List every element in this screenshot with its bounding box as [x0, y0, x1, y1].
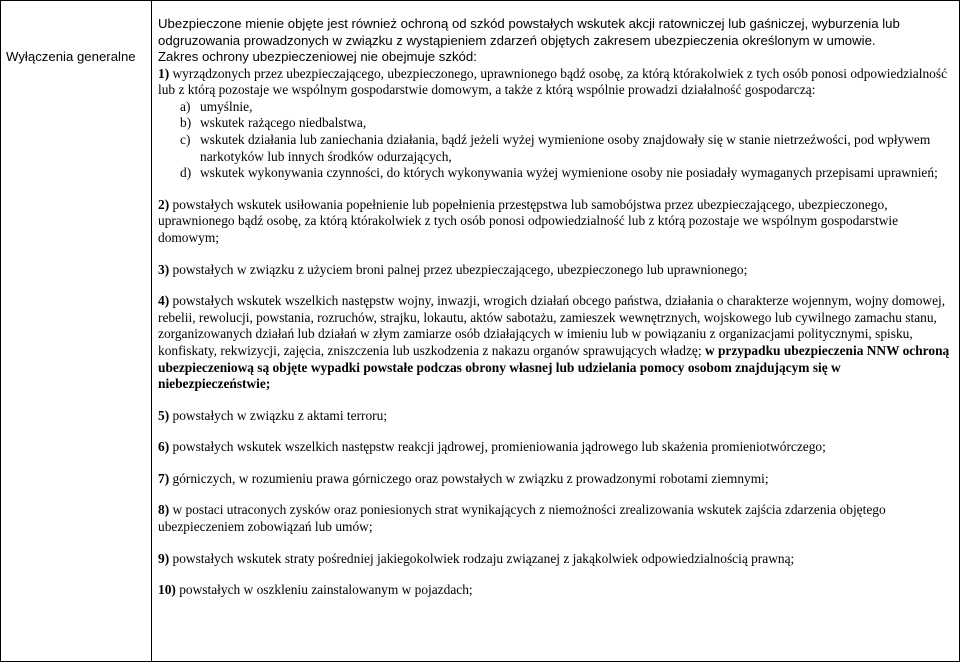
sub-item — [158, 115, 954, 132]
item-number: 9) — [158, 550, 170, 566]
sub-text: wskutek działania lub zaniechania działania, bądź jeżeli wyżej wymienione osoby znajdowały się w stanie nietrzeźwości, pod wpływem narkotyków lub innych środków odurzających, — [200, 131, 931, 164]
list-item — [158, 582, 954, 599]
sub-letter: a) — [180, 98, 191, 114]
item-number: 4) — [158, 293, 170, 309]
item-number: 1) — [158, 65, 170, 81]
sub-text: umyślnie, — [200, 98, 253, 114]
item-text: wyrządzonych przez ubezpieczającego, ubezpieczonego, uprawnionego bądź osobę, za którą którakolwiek z tych osób ponosi odpowiedzialność lub z którą pozostaje we wspólnym gospodarstwie domowym, a także z którą wspólnie prowadzi działalność gospodarczą: — [158, 65, 948, 98]
item-number: 5) — [158, 407, 170, 423]
item-number: 8) — [158, 502, 170, 518]
list-item — [158, 551, 954, 568]
sub-item — [158, 132, 954, 165]
exclusions-label: Wyłączenia generalne — [6, 49, 136, 64]
item-number: 6) — [158, 439, 170, 455]
item-text: górniczych, w rozumieniu prawa górniczego oraz powstałych w związku z prowadzonymi robotami ziemnymi; — [172, 470, 769, 486]
sub-letter: d) — [180, 165, 192, 181]
item-text: powstałych w oszkleniu zainstalowanym w pojazdach; — [179, 582, 473, 598]
list-item — [158, 293, 954, 393]
item-text: powstałych w związku z aktami terroru; — [172, 407, 388, 423]
list-item — [158, 471, 954, 488]
sub-letter: b) — [180, 115, 192, 131]
item-number: 2) — [158, 196, 170, 212]
sub-item — [158, 99, 954, 116]
item-number: 7) — [158, 470, 170, 486]
list-item — [158, 408, 954, 425]
item-number: 10) — [158, 582, 176, 598]
sub-text: wskutek rażącego niedbalstwa, — [200, 115, 367, 131]
exclusions-intro: Zakres ochrony ubezpieczeniowej nie obejmuje szkód: — [158, 49, 477, 64]
item-text: powstałych w związku z użyciem broni palnej przez ubezpieczającego, ubezpieczonego lub uprawnionego; — [172, 261, 748, 277]
list-item — [158, 502, 954, 535]
item-text: powstałych wskutek straty pośredniej jakiegokolwiek rodzaju związanej z jakąkolwiek odpowiedzialnością prawną; — [172, 550, 795, 566]
item-text: powstałych wskutek wszelkich następstw wojny, inwazji, wrogich działań obcego państwa, działania o charakterze wojennym, wojny domowej, rebelii, rewolucji, powstania, rozruchów, strajku, lokautu, aktów sabotażu, zamieszek wewnętrznych, wojskowego lub cywilnego zamachu stanu, zorganizowanych działań lub działań w złym zamiarze osób działających w imieniu lub w powiązaniu z organizacjami politycznymi, spisku, konfiskaty, rekwizycji, zajęcia, zniszczenia lub uszkodzenia z nakazu organów sprawujących władzę; — [158, 293, 946, 358]
top-row-text: Ubezpieczone mienie objęte jest również ochroną od szkód powstałych wskutek akcji ratowniczej lub gaśniczej, wyburzenia lub odgruzowania prowadzonych w związku z wystąpieniem zdarzeń objętych zakresem ubezpieczenia określonym w umowie. — [158, 16, 900, 48]
table-border-left — [0, 0, 1, 662]
list-item — [158, 262, 954, 279]
top-row-cell — [158, 16, 954, 49]
sub-text: wskutek wykonywania czynności, do których wykonywania wyżej wymienione osoby nie posiadały wymaganych przepisami uprawnień; — [200, 165, 938, 181]
sub-letter: c) — [180, 131, 191, 147]
item-bold-text: w przypadku ubezpieczenia NNW ochroną ubezpieczeniową są objęte wypadki powstałe podczas obrony własnej lub udzielania pomocy osobom znajdującym się w niebezpieczeństwie; — [158, 342, 950, 392]
item-text: powstałych wskutek usiłowania popełnienie lub popełnienia przestępstwa lub samobójstwa przez ubezpieczającego, ubezpieczonego, uprawnionego bądź osobę, za którą którakolwiek z tych osób ponosi odpowiedzialność lub z którą pozostaje we wspólnym gospodarstwie domowym; — [158, 196, 899, 245]
list-item — [158, 66, 954, 99]
list-item — [158, 197, 954, 247]
item-text: powstałych wskutek wszelkich następstw reakcji jądrowej, promieniowania jądrowego lub skażenia promieniotwórczego; — [172, 439, 826, 455]
sub-item — [158, 165, 954, 182]
exclusions-cell — [158, 49, 954, 599]
column-divider — [151, 0, 152, 662]
list-item — [158, 439, 954, 456]
item-text: w postaci utraconych zysków oraz poniesionych strat wynikających z niemożności zrealizowania wskutek zajścia zdarzenia objętego ubezpieczeniem zobowiązań lub umów; — [158, 502, 886, 535]
table-border-top — [0, 0, 960, 1]
item-number: 3) — [158, 261, 170, 277]
